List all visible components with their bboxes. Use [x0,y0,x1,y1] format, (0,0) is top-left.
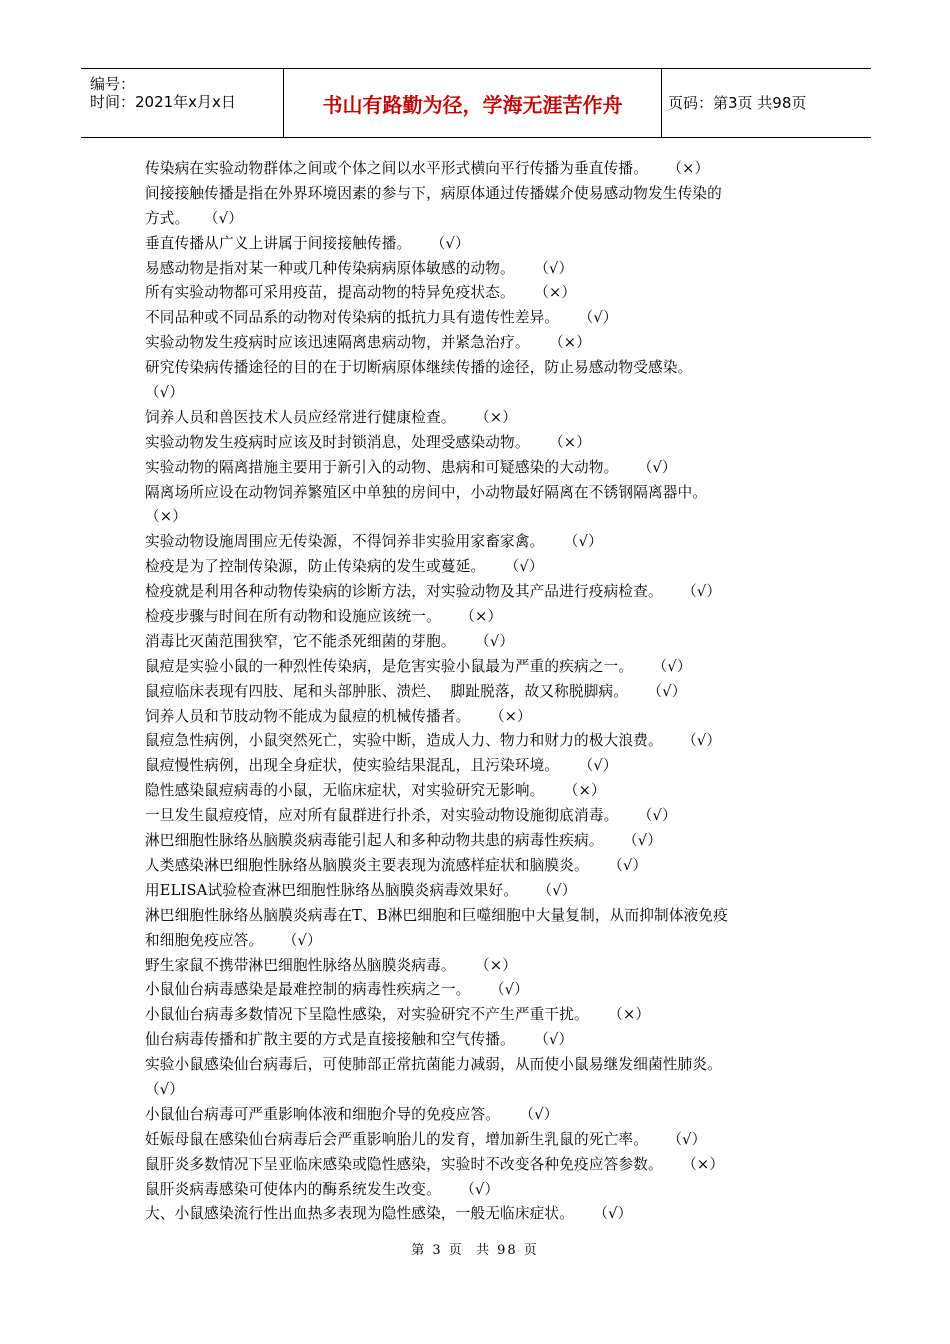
question-line: （√） [145,1080,185,1098]
header-page-number: 页码：第3页 共98页 [668,94,807,112]
question-line: 方式。 （√） [145,209,243,227]
question-line: 检疫就是利用各种动物传染病的诊断方法，对实验动物及其产品进行疫病检查。 （√） [145,583,722,601]
question-line: 检疫步骤与时间在所有动物和设施应该统一。 （×） [145,608,503,626]
question-line: 不同品种或不同品系的动物对传染病的抵抗力具有遗传性差异。 （√） [145,309,618,327]
header-info-cell [81,69,284,137]
question-line: 和细胞免疫应答。 （√） [145,931,322,949]
question-line: 鼠痘慢性病例，出现全身症状，使实验结果混乱，且污染环境。 （√） [145,757,618,775]
question-line: 饲养人员和节肢动物不能成为鼠痘的机械传播者。 （×） [145,707,532,725]
question-line: 大、小鼠感染流行性出血热多表现为隐性感染，一般无临床症状。 （√） [145,1205,633,1223]
page-header [81,68,871,138]
footer-total-pages: 共 98 页 [475,1243,539,1258]
question-line: 人类感染淋巴细胞性脉络丛脑膜炎主要表现为流感样症状和脑膜炎。 （√） [145,856,648,874]
question-line: 鼠痘临床表现有四肢、尾和头部肿胀、溃烂、 脚趾脱落，故又称脱脚病。 （√） [145,682,687,700]
question-line: 消毒比灭菌范围狭窄，它不能杀死细菌的芽胞。 （√） [145,632,515,650]
header-page-cell [662,69,871,137]
question-line: 实验动物发生疫病时应该迅速隔离患病动物，并紧急治疗。 （×） [145,334,592,352]
question-line: 妊娠母鼠在感染仙台病毒后会严重影响胎儿的发育，增加新生乳鼠的死亡率。 （√） [145,1130,707,1148]
question-line: （√） [145,384,185,402]
question-line: （×） [145,508,188,526]
header-motto-cell [284,69,662,137]
question-line: 淋巴细胞性脉络丛脑膜炎病毒能引起人和多种动物共患的病毒性疾病。 （√） [145,832,663,850]
question-line: 淋巴细胞性脉络丛脑膜炎病毒在T、B淋巴细胞和巨噬细胞中大量复制，从而抑制体液免疫 [145,906,729,924]
question-line: 垂直传播从广义上讲属于间接接触传播。 （√） [145,234,470,252]
question-line: 间接接触传播是指在外界环境因素的参与下，病原体通过传播媒介使易感动物发生传染的 [145,184,722,202]
question-line: 鼠肝炎病毒感染可使体内的酶系统发生改变。 （√） [145,1180,500,1198]
question-line: 研究传染病传播途径的目的在于切断病原体继续传播的途径，防止易感动物受感染。 [145,359,693,377]
question-line: 小鼠仙台病毒可严重影响体液和细胞介导的免疫应答。 （√） [145,1105,559,1123]
question-line: 小鼠仙台病毒多数情况下呈隐性感染，对实验研究不产生严重干扰。 （×） [145,1006,651,1024]
question-line: 所有实验动物都可采用疫苗，提高动物的特异免疫状态。 （×） [145,284,577,302]
question-line: 实验小鼠感染仙台病毒后，可使肺部正常抗菌能力减弱，从而使小鼠易继发细菌性肺炎。 [145,1056,722,1074]
document-date-label: 时间：2021年x月x日 [90,93,236,111]
question-line: 仙台病毒传播和扩散主要的方式是直接接触和空气传播。 （√） [145,1031,574,1049]
question-line: 隔离场所应设在动物饲养繁殖区中单独的房间中，小动物最好隔离在不锈钢隔离器中。 [145,483,708,501]
question-line: 易感动物是指对某一种或几种传染病病原体敏感的动物。 （√） [145,259,574,277]
question-line: 鼠痘是实验小鼠的一种烈性传染病，是危害实验小鼠最为严重的疾病之一。 （√） [145,657,692,675]
question-line: 用ELISA试验检查淋巴细胞性脉络丛脑膜炎病毒效果好。 （√） [145,881,577,899]
question-line: 传染病在实验动物群体之间或个体之间以水平形式横向平行传播为垂直传播。 （×） [145,160,710,177]
question-line: 鼠肝炎多数情况下呈亚临床感染或隐性感染，实验时不改变各种免疫应答参数。 （×） [145,1155,725,1173]
question-line: 鼠痘急性病例，小鼠突然死亡，实验中断，造成人力、物力和财力的极大浪费。 （√） [145,732,722,750]
question-line: 饲养人员和兽医技术人员应经常进行健康检查。 （×） [145,408,518,426]
question-line: 检疫是为了控制传染源，防止传染病的发生或蔓延。 （√） [145,558,544,576]
question-line: 一旦发生鼠痘疫情，应对所有鼠群进行扑杀，对实验动物设施彻底消毒。 （√） [145,807,677,825]
question-line: 实验动物发生疫病时应该及时封锁消息，处理受感染动物。 （×） [145,433,592,451]
header-motto: 书山有路勤为径，学海无涯苦作舟 [322,93,623,117]
footer-page-number: 第 3 页 [411,1243,464,1258]
question-line: 隐性感染鼠痘病毒的小鼠，无临床症状，对实验研究无影响。 （×） [145,782,606,800]
page-footer [0,1243,950,1259]
document-number-label: 编号： [90,75,136,93]
question-line: 小鼠仙台病毒感染是最难控制的病毒性疾病之一。 （√） [145,981,529,999]
question-line: 实验动物的隔离措施主要用于新引入的动物、患病和可疑感染的大动物。 （√） [145,458,677,476]
question-line: 野生家鼠不携带淋巴细胞性脉络丛脑膜炎病毒。 （×） [145,956,518,974]
question-line: 实验动物设施周围应无传染源，不得饲养非实验用家畜家禽。 （√） [145,533,603,551]
question-list [145,157,815,1227]
